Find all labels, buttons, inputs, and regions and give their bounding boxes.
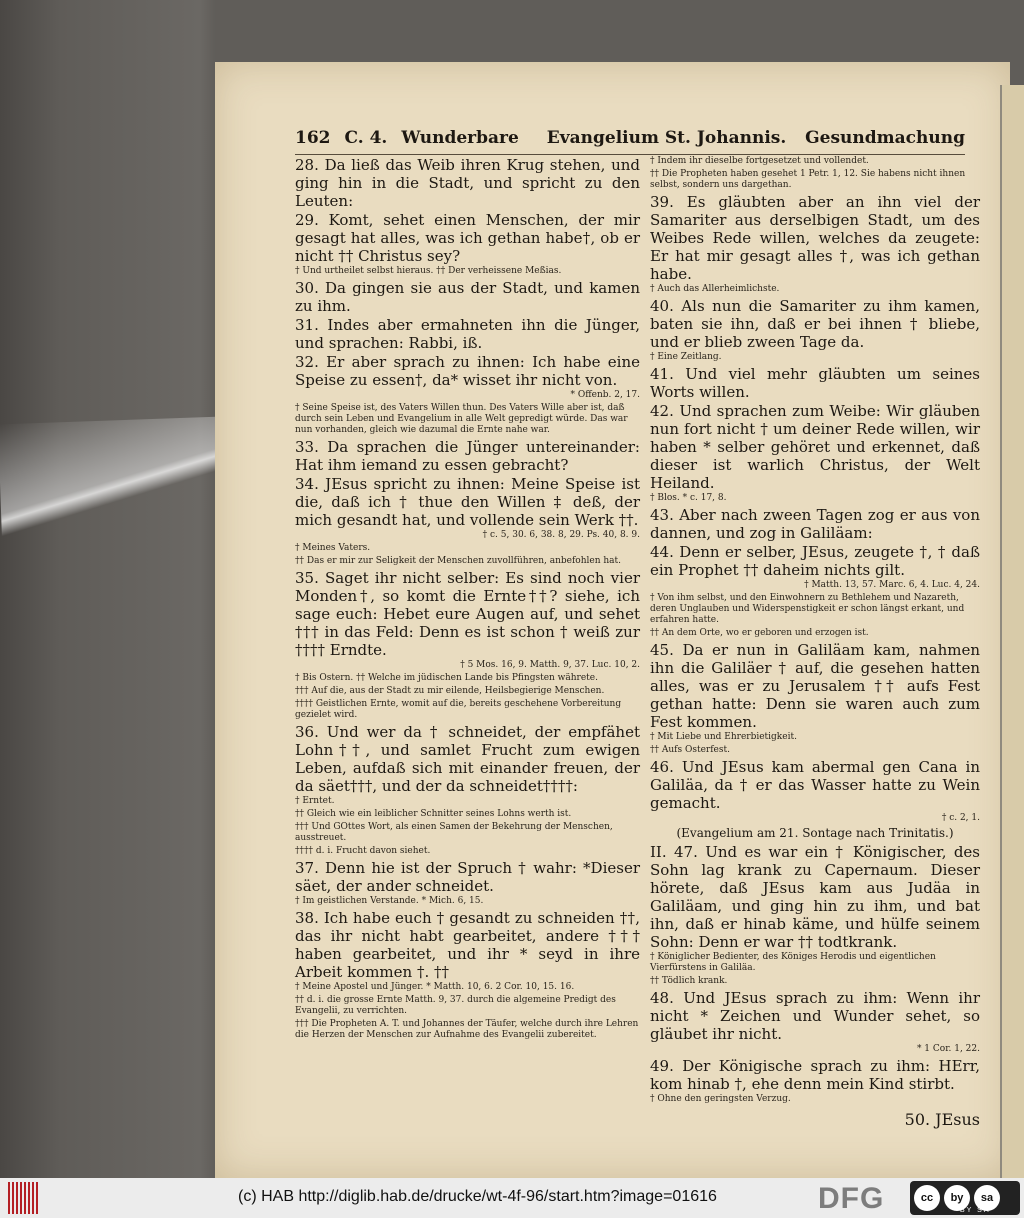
verse-paragraph: 48. Und JEsus sprach zu ihm: Wenn ihr nicht * Zeichen und Wunder sehet, so gläubet ihr nicht. <box>650 989 980 1043</box>
header-left-title: Wunderbare <box>401 128 519 148</box>
verse-paragraph: 33. Da sprachen die Jünger untereinander: Hat ihm iemand zu essen gebracht? <box>295 438 640 474</box>
right-text-column <box>650 156 980 1129</box>
footnote: † Königlicher Bedienter, des Königes Herodis und eigentlichen Vierfürstens in Galiläa. <box>650 952 936 973</box>
reference-note: † c. 2, 1. <box>941 813 980 823</box>
adjacent-page-edge <box>1000 85 1024 1178</box>
verse-paragraph: 32. Er aber sprach zu ihnen: Ich habe eine Speise zu essen†, da* wisset ihr nicht von. <box>295 353 640 389</box>
copyright-link[interactable]: (c) HAB http://diglib.hab.de/drucke/wt-4f-96/start.htm?image=01616 <box>238 1188 717 1205</box>
footnote: †† Die Propheten haben gesehet 1 Petr. 1, 12. Sie habens nicht ihnen selbst, sondern uns dargethan. <box>650 169 966 190</box>
footnote: ††† Die Propheten A. T. und Johannes der Täufer, welche durch ihre Lehren die Herzen der Menschen zur Aufnahme des Evangelii zubereitet. <box>295 1019 639 1040</box>
footnote: †††† d. i. Frucht davon siehet. <box>295 846 431 856</box>
footnote: † Indem ihr dieselbe fortgesetzet und vollendet. <box>650 156 869 166</box>
footnote: † Ohne den geringsten Verzug. <box>650 1094 791 1104</box>
verse-paragraph: 44. Denn er selber, JEsus, zeugete †, † daß ein Prophet †† daheim nichts gilt. <box>650 543 980 579</box>
footnote: †† d. i. die grosse Ernte Matth. 9, 37. durch die algemeine Predigt des Evangelii, zu verrichten. <box>295 995 616 1016</box>
footnote: † Von ihm selbst, und den Einwohnern zu Bethlehem und Nazareth, deren Unglauben und Widerspenstigkeit er schon längst erkant, und erfahren hatte. <box>650 593 965 625</box>
footnote: † Erntet. <box>295 796 335 806</box>
catchword: 50. JEsus <box>904 1110 980 1129</box>
hab-logo-icon <box>8 1182 42 1214</box>
verse-paragraph: 43. Aber nach zween Tagen zog er aus von dannen, und zog in Galiläam: <box>650 506 980 542</box>
by-icon: by <box>944 1185 970 1211</box>
cc-icon: cc <box>914 1185 940 1211</box>
verse-paragraph: 30. Da gingen sie aus der Stadt, und kamen zu ihm. <box>295 279 640 315</box>
verse-paragraph: 49. Der Königische sprach zu ihm: HErr, kom hinab †, ehe denn mein Kind stirbt. <box>650 1057 980 1093</box>
verse-paragraph: 37. Denn hie ist der Spruch † wahr: *Dieser säet, der ander schneidet. <box>295 859 640 895</box>
verse-paragraph: 28. Da ließ das Weib ihren Krug stehen, und ging hin in die Stadt, und spricht zu den Leuten: <box>295 156 640 210</box>
section-title: (Evangelium am 21. Sontage nach Trinitatis.) <box>676 826 954 840</box>
verse-paragraph: 45. Da er nun in Galiläam kam, nahmen ihn die Galiläer † auf, die gesehen hatten alles, was er zu Jerusalem †† aufs Fest gethan hatte: Denn sie waren auch zum Fest kommen. <box>650 641 980 731</box>
verse-paragraph: 36. Und wer da † schneidet, der empfähet Lohn††, und samlet Frucht zum ewigen Leben, aufdaß sich mit einander freuen, der da säet†††, und der da schneidet††††: <box>295 723 640 795</box>
footnote: † Auch das Allerheimlichste. <box>650 284 780 294</box>
verse-paragraph: 29. Komt, sehet einen Menschen, der mir gesagt hat alles, was ich gethan habe†, ob er nicht †† Christus sey? <box>295 211 640 265</box>
cc-license-badge[interactable] <box>910 1181 1020 1215</box>
chapter-label: C. 4. <box>344 128 388 148</box>
header-right-title: Gesundmachung <box>805 128 965 148</box>
footnote: †† Das er mir zur Seligkeit der Menschen zuvollführen, anbefohlen hat. <box>295 556 622 566</box>
header-center-title: Evangelium St. Johannis. <box>546 128 787 148</box>
footnote: † Blos. * c. 17, 8. <box>650 493 727 503</box>
reference-note: * Offenb. 2, 17. <box>570 390 640 400</box>
footnote: † Meine Apostel und Jünger. * Matth. 10, 6. 2 Cor. 10, 15. 16. <box>295 982 575 992</box>
verse-paragraph: 34. JEsus spricht zu ihnen: Meine Speise ist die, daß ich † thue den Willen ‡ deß, der mich gesandt hat, und vollende sein Werk ††. <box>295 475 640 529</box>
reference-note: * 1 Cor. 1, 22. <box>916 1044 980 1054</box>
verse-paragraph: 41. Und viel mehr gläubten um seines Worts willen. <box>650 365 980 401</box>
verse-paragraph: 31. Indes aber ermahneten ihn die Jünger, und sprachen: Rabbi, iß. <box>295 316 640 352</box>
footnote: † Im geistlichen Verstande. * Mich. 6, 15. <box>295 896 484 906</box>
footnote: † Eine Zeitlang. <box>650 352 722 362</box>
verse-paragraph: 40. Als nun die Samariter zu ihm kamen, baten sie ihn, daß er bei ihnen † bliebe, und er blieb zween Tage da. <box>650 297 980 351</box>
dfg-logo: DFG <box>818 1182 885 1215</box>
footnote: †† Tödlich krank. <box>650 976 728 986</box>
reference-note: † Matth. 13, 57. Marc. 6, 4. Luc. 4, 24. <box>804 580 980 590</box>
footnote: † Mit Liebe und Ehrerbietigkeit. <box>650 732 797 742</box>
reference-note: † c. 5, 30. 6, 38. 8, 29. Ps. 40, 8. 9. <box>482 530 640 540</box>
sa-icon: sa <box>974 1185 1000 1211</box>
footnote: †† Aufs Osterfest. <box>650 745 730 755</box>
footnote: †† Gleich wie ein leiblicher Schnitter seines Lohns werth ist. <box>295 809 572 819</box>
viewer-footer <box>0 1178 1024 1218</box>
footnote: † Seine Speise ist, des Vaters Willen thun. Des Vaters Wille aber ist, daß durch sein Leben und Evangelium in alle Welt gepredigt würde. Das war nun vorhanden, gleich wie dazumal die Ernte nahe war. <box>295 403 628 435</box>
footnote: † Meines Vaters. <box>295 543 371 553</box>
footnote: †††† Geistlichen Ernte, womit auf die, bereits geschehene Vorbereitung gezielet wird. <box>295 699 622 720</box>
verse-paragraph: 38. Ich habe euch † gesandt zu schneiden ††, das ihr nicht habt gearbeitet, andere ††† haben gearbeitet, und ihr * seyd in ihre Arbeit kommen †. †† <box>295 909 640 981</box>
verse-paragraph: 42. Und sprachen zum Weibe: Wir gläuben nun fort nicht † um deiner Rede willen, wir haben * selber gehöret und erkennet, daß dieser ist warlich Christus, der Welt Heiland. <box>650 402 980 492</box>
footnote: †† An dem Orte, wo er geboren und erzogen ist. <box>650 628 869 638</box>
footnote: † Bis Ostern. †† Welche im jüdischen Lande bis Pfingsten währete. <box>295 673 598 683</box>
left-text-column <box>295 156 640 1043</box>
reference-note: † 5 Mos. 16, 9. Matth. 9, 37. Luc. 10, 2. <box>460 660 640 670</box>
license-label: BY SA <box>960 1207 991 1214</box>
verse-paragraph: 39. Es gläubten aber an ihn viel der Samariter aus derselbigen Stadt, um des Weibes Rede willen, welches da zeugete: Er hat mir gesagt alles †, was ich gethan habe. <box>650 193 980 283</box>
footnote: ††† Und GOttes Wort, als einen Samen der Bekehrung der Menschen, ausstreuet. <box>295 822 613 843</box>
running-header <box>295 128 965 155</box>
verse-paragraph: 35. Saget ihr nicht selber: Es sind noch vier Monden†, so komt die Ernte††? siehe, ich sage euch: Hebet eure Augen auf, und sehet ††† in das Feld: Denn es ist schon † weiß zur †††† Erndte. <box>295 569 640 659</box>
footnote: ††† Auf die, aus der Stadt zu mir eilende, Heilsbegierige Menschen. <box>295 686 605 696</box>
page-number: 162 <box>295 128 331 148</box>
verse-paragraph: 46. Und JEsus kam abermal gen Cana in Galiläa, da † er das Wasser hatte zu Wein gemacht. <box>650 758 980 812</box>
verse-paragraph: II. 47. Und es war ein † Königischer, des Sohn lag krank zu Capernaum. Dieser hörete, daß JEsus kam aus Judäa in Galiläam, und ging hin zu ihm, und bat ihn, daß er hinab käme, und hülfe seinem Sohn: Denn er war †† todtkrank. <box>650 843 980 951</box>
footnote: † Und urtheilet selbst hieraus. †† Der verheissene Meßias. <box>295 266 562 276</box>
